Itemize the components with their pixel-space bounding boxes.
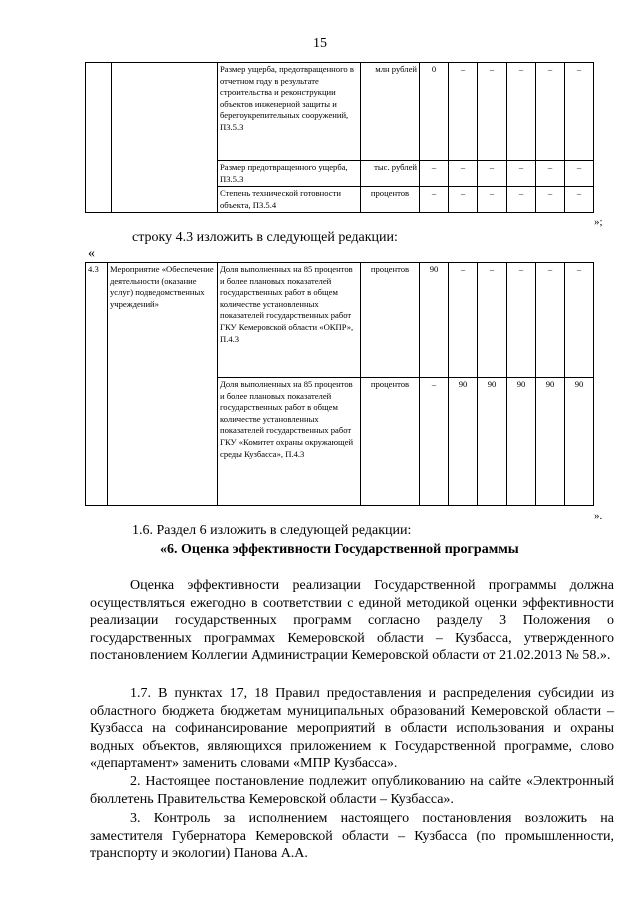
paragraph-evaluation: Оценка эффективности реализации Государственной программы должна осуществляться ежегодно в соответствии с единой методикой оценки эффективности реализации государственных программ согласно разделу 3 Положения о государственных программах Кемеровской области – Кузбасса, утвержденного постановлением Коллегии Администрации Кемеровской области от 21.02.2013 № 58.». bbox=[90, 578, 614, 663]
value-cell: – bbox=[420, 161, 449, 187]
indicator-cell: Размер ущерба, предотвращенного в отчетном году в результате строительства и реконструкции объектов инженерной защиты и берегоукрепительных сооружений, П3.5.3 bbox=[218, 63, 361, 161]
value-cell: – bbox=[507, 187, 536, 213]
event-cell bbox=[112, 63, 218, 213]
indicator-cell: Доля выполненных на 85 процентов и более плановых показателей государственных работ в общем количестве установленных показателей государственных работ ГКУ «Комитет охраны окружающей среды Кузбасса», П.4.3 bbox=[218, 378, 361, 506]
paragraph-2: 2. Настоящее постановление подлежит опубликованию на сайте «Электронный бюллетень Правительства Кемеровской области – Кузбасса». bbox=[90, 774, 614, 807]
section-heading: «6. Оценка эффективности Государственной программы bbox=[160, 542, 519, 557]
closing-quote: »; bbox=[594, 216, 603, 228]
value-cell: – bbox=[536, 63, 565, 161]
value-cell: – bbox=[565, 187, 594, 213]
paragraph-3: 3. Контроль за исполнением настоящего постановления возложить на заместителя Губернатора Кемеровской области – Кузбасса (по промышленности, транспорту и экологии) Панова А.А. bbox=[90, 811, 614, 861]
unit-cell: млн рублей bbox=[361, 63, 420, 161]
value-cell: 0 bbox=[420, 63, 449, 161]
unit-cell: процентов bbox=[361, 263, 420, 378]
value-cell: 90 bbox=[420, 263, 449, 378]
indicators-table-continued bbox=[85, 62, 594, 213]
unit-cell: тыс. рублей bbox=[361, 161, 420, 187]
page-number: 15 bbox=[313, 36, 327, 51]
value-cell: – bbox=[507, 161, 536, 187]
value-cell: – bbox=[449, 161, 478, 187]
table-row bbox=[86, 263, 594, 378]
value-cell: 90 bbox=[565, 378, 594, 506]
opening-quote: « bbox=[88, 246, 95, 261]
value-cell: 90 bbox=[449, 378, 478, 506]
value-cell: – bbox=[478, 263, 507, 378]
value-cell: – bbox=[565, 263, 594, 378]
value-cell: – bbox=[478, 161, 507, 187]
table-row bbox=[86, 63, 594, 161]
indicator-cell: Размер предотвращенного ущерба, П3.5.3 bbox=[218, 161, 361, 187]
num-cell bbox=[86, 63, 112, 213]
unit-cell: процентов bbox=[361, 187, 420, 213]
value-cell: – bbox=[478, 187, 507, 213]
indicator-cell: Доля выполненных на 85 процентов и более плановых показателей государственных работ в общем количестве установленных показателей государственных работ ГКУ Кемеровской области «ОКПР», П.4.3 bbox=[218, 263, 361, 378]
amendment-line: строку 4.3 изложить в следующей редакции: bbox=[132, 230, 398, 245]
value-cell: – bbox=[536, 187, 565, 213]
value-cell: – bbox=[507, 263, 536, 378]
value-cell: – bbox=[449, 187, 478, 213]
item-1-6: 1.6. Раздел 6 изложить в следующей редакции: bbox=[132, 523, 412, 538]
value-cell: – bbox=[565, 161, 594, 187]
indicator-cell: Степень технической готовности объекта, П3.5.4 bbox=[218, 187, 361, 213]
value-cell: – bbox=[536, 161, 565, 187]
event-cell: Мероприятие «Обеспечение деятельности (оказание услуг) подведомственных учреждений» bbox=[108, 263, 218, 506]
unit-cell: процентов bbox=[361, 378, 420, 506]
value-cell: – bbox=[420, 187, 449, 213]
value-cell: – bbox=[478, 63, 507, 161]
value-cell: – bbox=[449, 263, 478, 378]
value-cell: – bbox=[507, 63, 536, 161]
closing-quote: ». bbox=[594, 510, 603, 522]
value-cell: – bbox=[449, 63, 478, 161]
num-cell: 4.3 bbox=[86, 263, 108, 506]
value-cell: – bbox=[536, 263, 565, 378]
value-cell: – bbox=[420, 378, 449, 506]
indicators-table-row-4-3 bbox=[85, 262, 594, 506]
value-cell: 90 bbox=[507, 378, 536, 506]
value-cell: 90 bbox=[536, 378, 565, 506]
paragraph-1-7: 1.7. В пунктах 17, 18 Правил предоставления и распределения субсидии из областного бюджета бюджетам муниципальных образований Кемеровской области – Кузбасса на софинансирование мероприятий в области использования и охраны водных объектов, являющихся приложением к Государственной программе, слово «департамент» заменить словами «МПР Кузбасса». bbox=[90, 686, 614, 771]
value-cell: – bbox=[565, 63, 594, 161]
value-cell: 90 bbox=[478, 378, 507, 506]
